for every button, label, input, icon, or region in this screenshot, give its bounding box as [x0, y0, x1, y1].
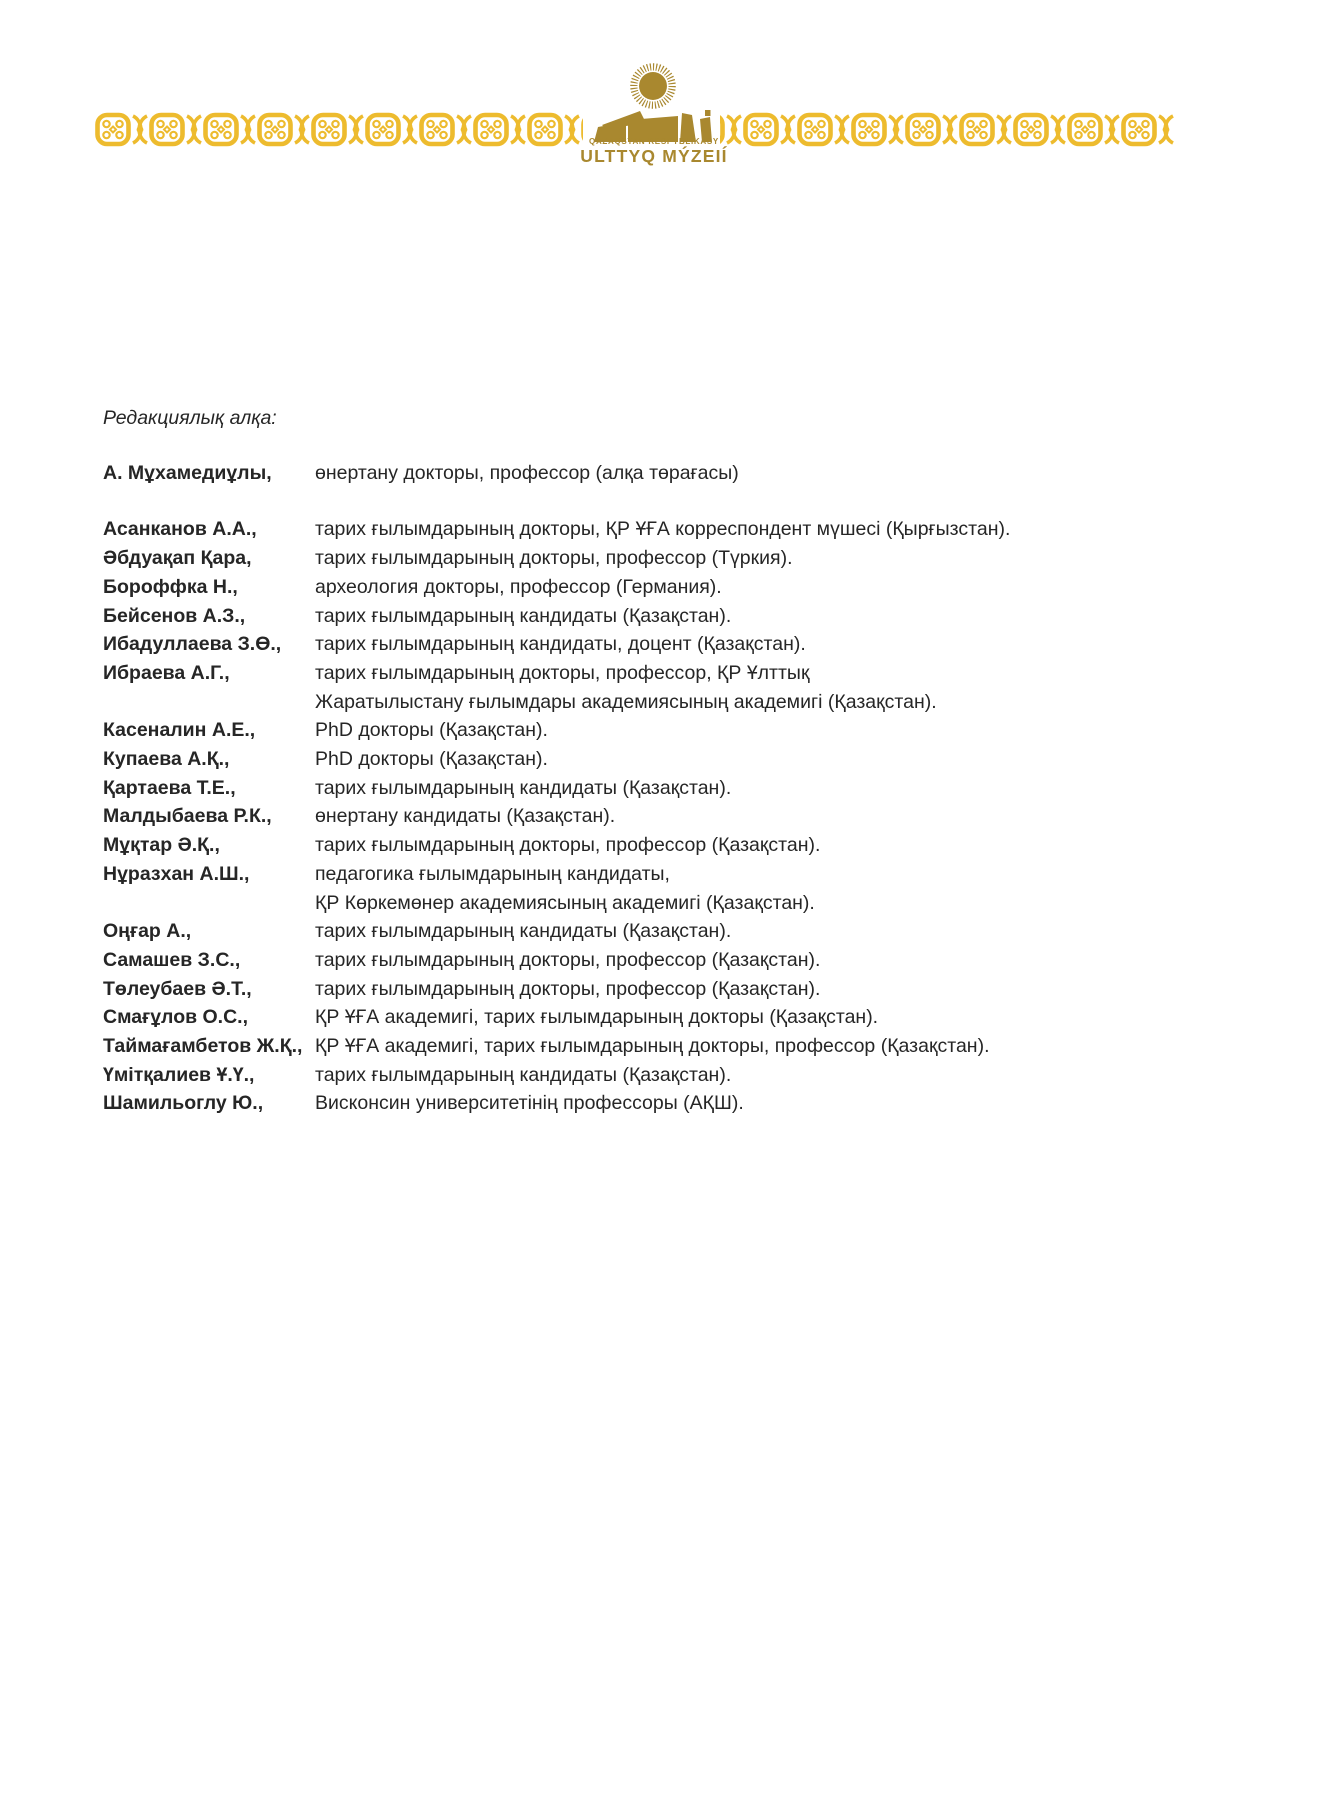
member-row: [103, 860, 1233, 917]
member-row: [103, 1032, 1233, 1061]
member-row: [103, 515, 1233, 544]
member-role: ҚР ҰҒА академигі, тарих ғылымдарының докторы (Қазақстан).: [315, 1006, 879, 1029]
member-row: [103, 745, 1233, 774]
member-row: [103, 659, 1233, 716]
member-role: тарих ғылымдарының докторы, профессор (Қазақстан).: [315, 948, 821, 971]
editorial-board-section: [103, 404, 1233, 1118]
member-name: Асанканов А.А.,: [103, 518, 257, 541]
member-name: Оңғар А.,: [103, 920, 192, 943]
logo-org-line2: ULTTYQ MÝZEIÍ: [580, 146, 728, 166]
member-name: Төлеубаев Ә.Т.,: [103, 977, 252, 1000]
member-row: [103, 831, 1233, 860]
member-role: Висконсин университетінің профессоры (АҚШ).: [315, 1092, 744, 1115]
museum-logo: [566, 138, 742, 166]
member-row: [103, 802, 1233, 831]
member-name: Қартаева Т.Е.,: [103, 776, 236, 799]
member-role: археология докторы, профессор (Германия).: [315, 575, 722, 598]
logo-org-line1: QAZAQSTAN RESPÝBLIKASY: [589, 137, 719, 146]
member-role: педагогика ғылымдарының кандидаты, ҚР Көркемөнер академиясының академигі (Қазақстан).: [315, 862, 815, 914]
member-row: [103, 573, 1233, 602]
member-role: PhD докторы (Қазақстан).: [315, 719, 548, 742]
member-role: өнертану докторы, профессор (алқа төрағасы): [315, 461, 739, 484]
member-row: [103, 975, 1233, 1004]
member-name: Шамильоглу Ю.,: [103, 1092, 264, 1115]
member-role: ҚР ҰҒА академигі, тарих ғылымдарының докторы, профессор (Қазақстан).: [315, 1035, 990, 1058]
member-row: [103, 946, 1233, 975]
member-role: тарих ғылымдарының кандидаты, доцент (Қазақстан).: [315, 633, 806, 656]
member-row: [103, 1003, 1233, 1032]
member-row: [103, 602, 1233, 631]
member-role: тарих ғылымдарының докторы, профессор (Түркия).: [315, 547, 793, 570]
member-row: [103, 774, 1233, 803]
member-row: [103, 1061, 1233, 1090]
member-name: Таймағамбетов Ж.Қ.,: [103, 1035, 303, 1058]
member-role: PhD докторы (Қазақстан).: [315, 748, 548, 771]
editorial-board-list: [103, 515, 1233, 1118]
member-role: тарих ғылымдарының кандидаты (Қазақстан).: [315, 920, 732, 943]
member-name: Смағұлов О.С.,: [103, 1006, 249, 1029]
member-name: Ибадуллаева З.Ө.,: [103, 633, 282, 656]
member-role: тарих ғылымдарының докторы, профессор (Қазақстан).: [315, 834, 821, 857]
member-name: Ибраева А.Г.,: [103, 661, 230, 684]
member-name: Касеналин А.Е.,: [103, 719, 256, 742]
member-name: Купаева А.Қ.,: [103, 748, 230, 771]
member-row: [103, 1089, 1233, 1118]
member-role: тарих ғылымдарының кандидаты (Қазақстан).: [315, 1063, 732, 1086]
member-name: Нұразхан А.Ш.,: [103, 862, 250, 885]
member-name: Бороффка Н.,: [103, 575, 238, 598]
member-role: тарих ғылымдарының кандидаты (Қазақстан).: [315, 604, 732, 627]
section-heading: Редакциялық алқа:: [103, 407, 277, 429]
member-row: [103, 917, 1233, 946]
member-row: [103, 716, 1233, 745]
member-name: Самашев З.С.,: [103, 948, 241, 971]
member-role: өнертану кандидаты (Қазақстан).: [315, 805, 616, 828]
member-row: [103, 630, 1233, 659]
member-name: Мұқтар Ә.Қ.,: [103, 834, 220, 857]
member-role: тарих ғылымдарының докторы, профессор (Қазақстан).: [315, 977, 821, 1000]
member-name: А. Мұхамедиұлы,: [103, 461, 272, 484]
member-name: Малдыбаева Р.К.,: [103, 805, 272, 828]
member-name: Бейсенов А.З.,: [103, 604, 246, 627]
member-role: тарих ғылымдарының докторы, профессор, ҚР Ұлттық Жаратылыстану ғылымдары академиясының академигі (Қазақстан).: [315, 661, 937, 713]
member-role: тарих ғылымдарының кандидаты (Қазақстан).: [315, 776, 732, 799]
member-role: тарих ғылымдарының докторы, ҚР ҰҒА корреспондент мүшесі (Қырғызстан).: [315, 518, 1011, 541]
member-name: Үмітқалиев Ұ.Ү.,: [103, 1063, 255, 1086]
member-row: [103, 544, 1233, 573]
member-name: Әбдуақап Қара,: [103, 547, 252, 570]
chairman-row: [103, 459, 1233, 488]
